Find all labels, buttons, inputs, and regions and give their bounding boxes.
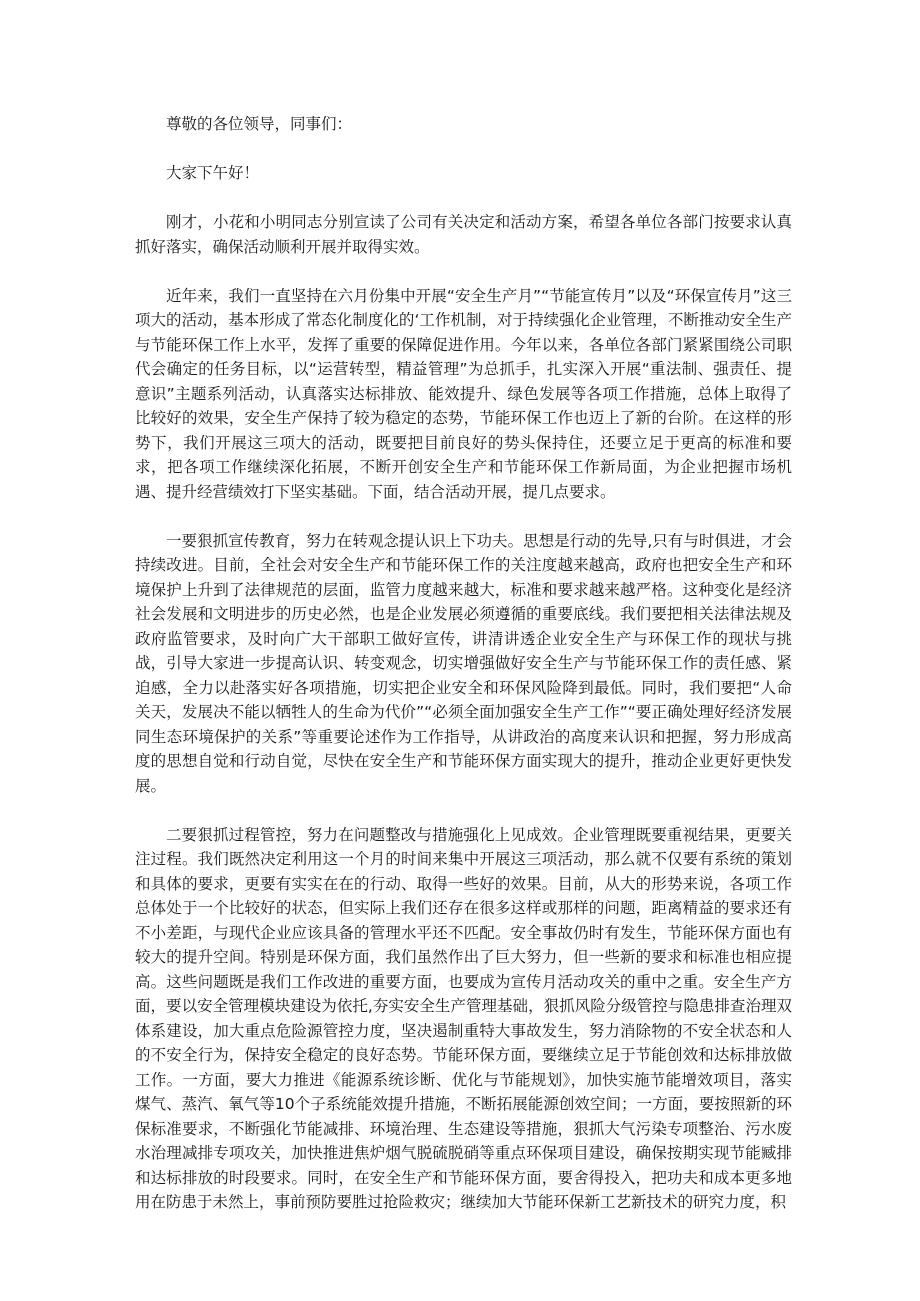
paragraph-intro: 刚才，小花和小明同志分别宣读了公司有关决定和活动方案，希望各单位各部门按要求认真抓好落实，确保活动顺利开展并取得实效。 [135,213,792,256]
greeting: 大家下午好！ [166,164,260,182]
speech-body [135,112,792,1239]
paragraph-requirement-two: 二要狠抓过程管控，努力在问题整改与措施强化上见成效。企业管理既要重视结果，更要关注过程。我们既然决定利用这一个月的时间来集中开展这三项活动，那么就不仅要有系统的策划和具体的要求，更要有实实在在的行动、取得一些好的效果。目前，从大的形势来说，各项工作总体处于一个比较好的状态，但实际上我们还存在很多这样或那样的问题，距离精益的要求还有不小差距，与现代企业应该具备的管理水平还不匹配。安全事故仍时有发生，节能环保方面也有较大的提升空间。特别是环保方面，我们虽然作出了巨大努力，但一些新的要求和标准也相应提高。这些问题既是我们工作改进的重要方面，也要成为宣传月活动攻关的重中之重。安全生产方面，要以安全管理模块建设为依托,夯实安全生产管理基础，狠抓风险分级管控与隐患排查治理双体系建设，加大重点危险源管控力度，坚决遏制重特大事故发生，努力消除物的不安全状态和人的不安全行为，保持安全稳定的良好态势。节能环保方面，要继续立足于节能创效和达标排放做工作。一方面，要大力推进《能源系统诊断、优化与节能规划》，加快实施节能增效项目，落实煤气、蒸汽、氧气等10个子系统能效提升措施，不断拓展能源创效空间；一方面，要按照新的环保标准要求，不断强化节能减排、环境治理、生态建设等措施，狠抓大气污染专项整治、污水废水治理减排专项攻关，加快推进焦炉烟气脱硫脱硝等重点环保项目建设，确保按期实现节能臧排和达标排放的时段要求。同时，在安全生产和节能环保方面，要舍得投入，把功夫和成本更多地用在防患于未然上，事前预防要胜过抢险救灾；继续加大节能环保新工艺新技术的研究力度，积 [135,825,792,1211]
salutation: 尊敬的各位领导，同事们： [166,115,353,133]
paragraph-requirement-one: 一要狠抓宣传教育，努力在转观念提认识上下功夫。思想是行动的先导,只有与时俱进，才会持续改进。目前，全社会对安全生产和节能环保工作的关注度越来越高，政府也把安全生产和环境保护上升到了法律规范的层面，监管力度越来越大，标准和要求越来越严格。这种变化是经济社会发展和文明进步的历史必然，也是企业发展必须遵循的重要底线。我们要把相关法律法规及政府监管要求，及时向广大干部职工做好宣传，讲清讲透企业安全生产与环保工作的现状与挑战，引导大家进一步提高认识、转变观念，切实增强做好安全生产与节能环保工作的责任感、紧迫感，全力以赴落实好各项措施，切实把企业安全和环保风险降到最低。同时，我们要把“人命关天，发展决不能以牺牲人的生命为代价”“必须全面加强安全生产工作”“要正确处理好经济发展同生态环境保护的关系”等重要论述作为工作指导，从讲政治的高度来认识和把握，努力形成高度的思想自觉和行动自觉，尽快在安全生产和节能环保方面实现大的提升，推动企业更好更快发展。 [135,531,792,795]
paragraph-background: 近年来，我们一直坚持在六月份集中开展“安全生产月”“节能宣传月”以及“环保宣传月”这三项大的活动，基本形成了常态化制度化的‘工作机制，对于持续强化企业管理，不断推动安全生产与节能环保工作上水平，发挥了重要的保障促进作用。今年以来，各单位各部门紧紧围绕公司职代会确定的任务目标，以“运营转型，精益管理”为总抓手，扎实深入开展“重法制、强责任、提意识”主题系列活动，认真落实达标排放、能效提升、绿色发展等各项工作措施，总体上取得了比较好的效果，安全生产保持了较为稳定的态势，节能环保工作也迈上了新的台阶。在这样的形势下，我们开展这三项大的活动，既要把目前良好的势头保持住，还要立足于更高的标准和要求，把各项工作继续深化拓展，不断开创安全生产和节能环保工作新局面，为企业把握市场机遇、提升经营绩效打下坚实基础。下面，结合活动开展，提几点要求。 [135,286,792,501]
